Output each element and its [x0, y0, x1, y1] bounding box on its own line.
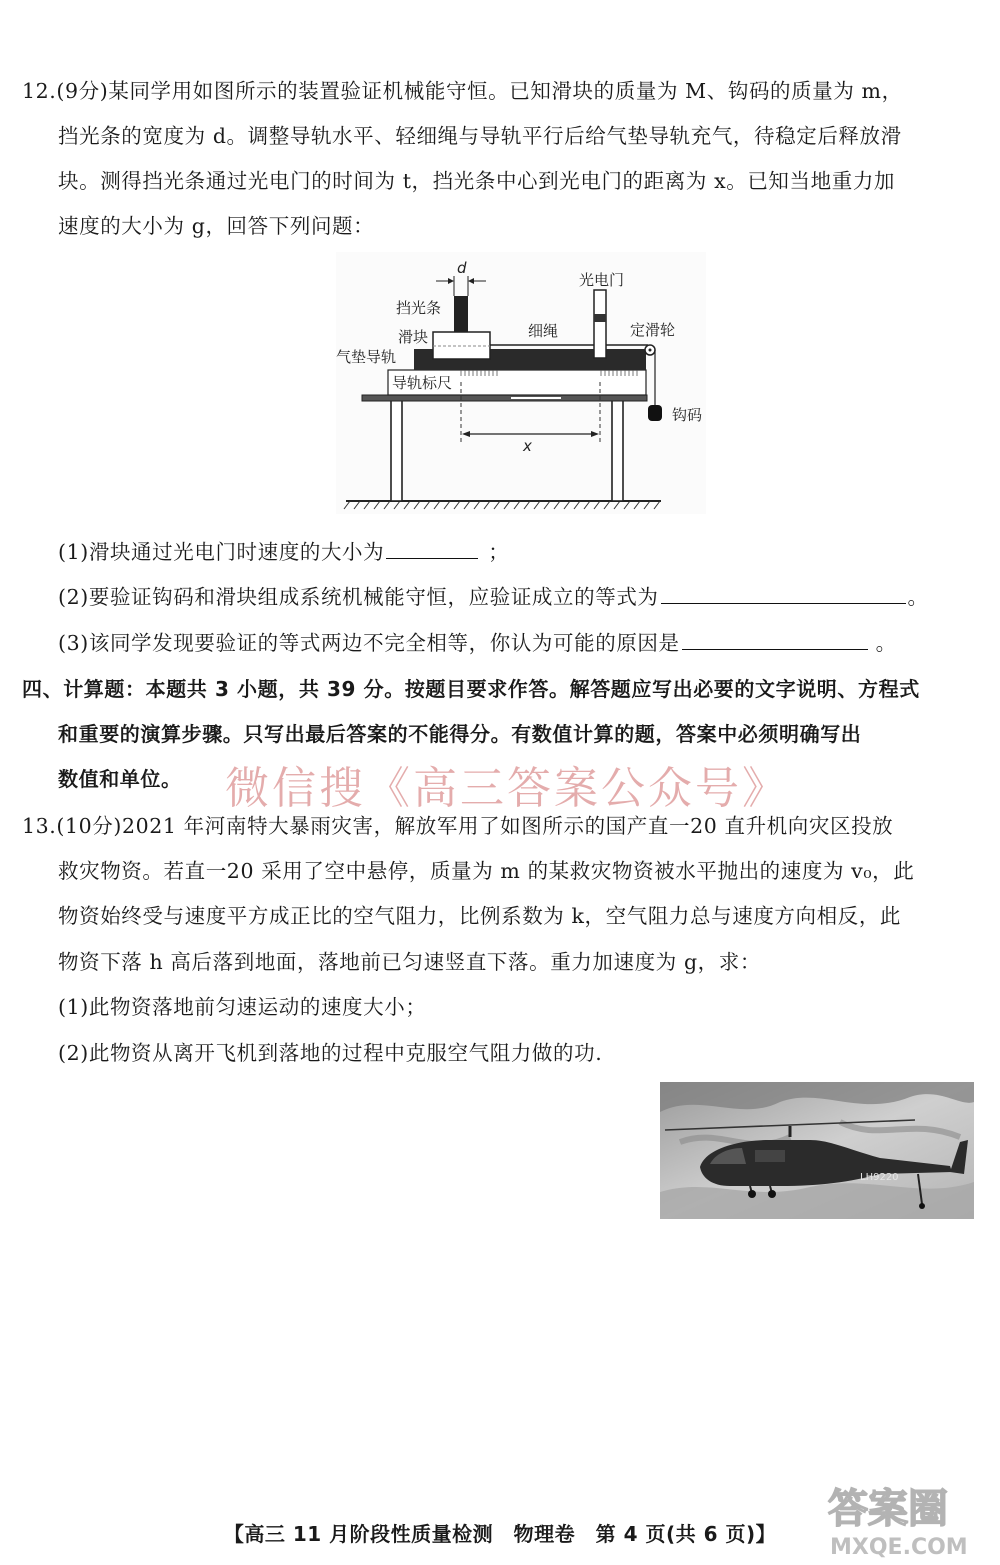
q12-sub2-text: (2)要验证钩码和滑块组成系统机械能守恒，应验证成立的等式为: [58, 585, 659, 609]
label-slider: 滑块: [398, 328, 429, 346]
section4-line-3: 数值和单位。: [58, 767, 182, 791]
q12-line-3: 块。测得挡光条通过光电门的时间为 t，挡光条中心到光电门的距离为 x。已知当地重力加: [58, 169, 896, 193]
air-track-diagram: [336, 252, 706, 514]
q12-sub3-text: (3)该同学发现要验证的等式两边不完全相等，你认为可能的原因是: [58, 631, 680, 655]
q12-sub2-end: 。: [907, 585, 929, 609]
q12-sub3: [58, 626, 897, 656]
q12-line-2: 挡光条的宽度为 d。调整导轨水平、轻细绳与导轨平行后给气垫导轨充气，待稳定后释放滑: [58, 124, 902, 148]
label-string: 细绳: [528, 322, 559, 340]
label-blocking-strip: 挡光条: [396, 299, 442, 317]
label-d: d: [457, 259, 467, 277]
watermark-text: 微信搜《高三答案公众号》: [225, 763, 789, 814]
label-pulley: 定滑轮: [630, 321, 676, 339]
answer-blank-2[interactable]: [661, 589, 906, 604]
answer-blank-1[interactable]: [386, 544, 478, 559]
label-x: x: [523, 437, 532, 455]
section4-line-1: 四、计算题：本题共 3 小题，共 39 分。按题目要求作答。解答题应写出必要的文字说明、方程式: [22, 677, 920, 701]
answer-blank-3[interactable]: [682, 635, 868, 650]
logo-top-text: 答案圈: [828, 1486, 948, 1532]
q13-sub1: (1)此物资落地前匀速运动的速度大小；: [58, 995, 427, 1019]
section4-line-2: 和重要的演算步骤。只写出最后答案的不能得分。有数值计算的题，答案中必须明确写出: [58, 722, 862, 746]
q13-line-4: 物资下落 h 高后落到地面，落地前已匀速竖直下落。重力加速度为 g，求：: [58, 950, 761, 974]
q12-sub1-text: (1)滑块通过光电门时速度的大小为: [58, 540, 385, 564]
q12-sub2: [58, 580, 929, 610]
q13-line-3: 物资始终受与速度平方成正比的空气阻力，比例系数为 k，空气阻力总与速度方向相反，此: [58, 904, 902, 928]
q12-sub3-end: 。: [875, 631, 897, 655]
q13-line-1: 13.(10分)2021 年河南特大暴雨灾害，解放军用了如图所示的国产直一20 直升机向灾区投放: [22, 814, 894, 838]
q13-sub2: (2)此物资从离开飞机到落地的过程中克服空气阻力做的功.: [58, 1041, 603, 1065]
label-photogate: 光电门: [579, 271, 625, 289]
q12-line-4: 速度的大小为 g，回答下列问题：: [58, 214, 375, 238]
label-air-track: 气垫导轨: [336, 348, 397, 366]
site-logo: [822, 1472, 994, 1560]
q13-line-2: 救灾物资。若直一20 采用了空中悬停，质量为 m 的某救灾物资被水平抛出的速度为 v₀，此: [58, 859, 915, 883]
label-ruler: 导轨标尺: [392, 374, 453, 392]
label-weight: 钩码: [672, 406, 703, 424]
q12-sub1: [58, 535, 509, 565]
page-footer: 【高三 11 月阶段性质量检测 物理卷 第 4 页(共 6 页)】: [223, 1522, 777, 1546]
helicopter-photo: [660, 1082, 974, 1219]
q12-line-1: 12.(9分)某同学用如图所示的装置验证机械能守恒。已知滑块的质量为 M、钩码的质量为 m，: [22, 79, 903, 103]
logo-bottom-text: MXQE.COM: [830, 1535, 968, 1560]
q12-sub1-end: ；: [488, 540, 510, 564]
helicopter-tail-number: LH9220: [860, 1172, 899, 1183]
